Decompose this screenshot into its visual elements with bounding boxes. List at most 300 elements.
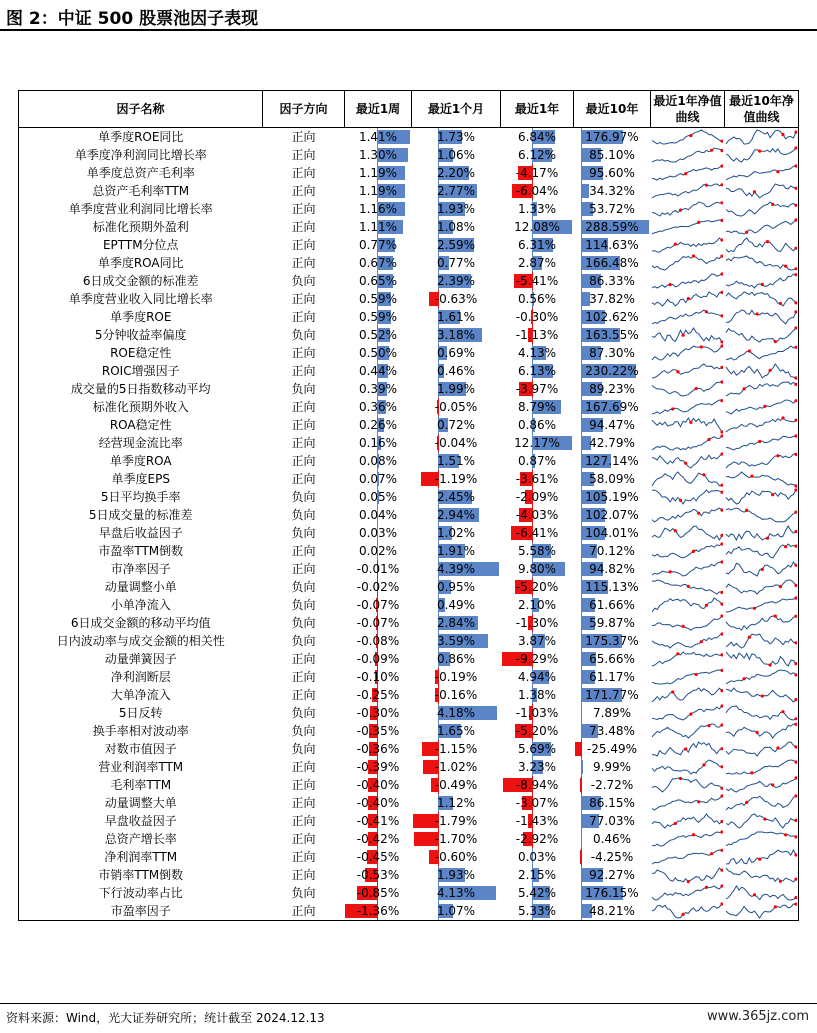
nav-max-marker [752, 190, 755, 193]
nav-curve-10y [725, 650, 799, 668]
return-1m-value: 2.77% [436, 184, 476, 198]
nav-max-marker [742, 677, 745, 680]
return-10y-cell [574, 758, 651, 776]
nav-max-marker [697, 800, 700, 803]
nav-max-marker [668, 283, 671, 286]
return-1m-value: -0.19% [434, 670, 478, 684]
nav-sparkline [725, 902, 797, 920]
nav-end-marker [794, 819, 797, 822]
nav-curve-line [652, 220, 722, 234]
return-10y-cell [574, 506, 651, 524]
return-1w-value: -0.42% [356, 832, 400, 846]
return-1w-value: 0.59% [358, 292, 398, 306]
return-10y-value: 34.32% [589, 184, 635, 198]
return-1w-value: -0.30% [356, 706, 400, 720]
return-10y-cell [574, 182, 651, 200]
factor-name: 对数市值因子 [19, 740, 263, 758]
table-row [19, 506, 799, 524]
return-1m-value: 1.51% [436, 454, 476, 468]
return-1m-cell [412, 200, 501, 218]
nav-curve-line [726, 328, 796, 342]
table-row [19, 848, 799, 866]
return-1w-value: -0.07% [356, 598, 400, 612]
nav-curve-10y [725, 416, 799, 434]
return-10y-cell [574, 848, 651, 866]
nav-sparkline [651, 452, 723, 470]
return-1m-value: 1.65% [436, 724, 476, 738]
return-1w-cell [345, 272, 412, 290]
nav-curve-line [726, 742, 796, 756]
nav-end-marker [794, 310, 797, 313]
nav-curve-line [726, 148, 796, 162]
return-1m-cell [412, 902, 501, 921]
nav-curve-1y [651, 614, 725, 632]
table-row [19, 128, 799, 147]
nav-curve-line [652, 814, 722, 828]
nav-end-marker [794, 596, 797, 599]
factor-performance-table [18, 90, 799, 921]
return-1y-value: 6.12% [517, 148, 557, 162]
return-1w-cell [345, 524, 412, 542]
nav-max-marker [691, 833, 694, 836]
nav-max-marker [678, 499, 681, 502]
return-1y-cell [501, 146, 574, 164]
return-1m-cell [412, 470, 501, 488]
nav-curve-line [652, 472, 722, 486]
nav-sparkline [725, 128, 797, 146]
factor-direction: 正向 [291, 184, 316, 198]
return-1w-cell [345, 668, 412, 686]
nav-curve-1y [651, 236, 725, 254]
nav-curve-line [726, 202, 796, 216]
nav-sparkline [725, 776, 797, 794]
factor-direction: 负向 [291, 328, 316, 342]
factor-name: 营业利润率TTM [19, 758, 263, 776]
nav-curve-1y [651, 596, 725, 614]
return-1y-cell [501, 164, 574, 182]
nav-curve-1y [651, 308, 725, 326]
return-1m-cell [412, 524, 501, 542]
nav-curve-1y [651, 704, 725, 722]
return-1y-cell [501, 794, 574, 812]
table-row [19, 488, 799, 506]
return-10y-value: 61.66% [589, 598, 635, 612]
return-10y-cell [574, 434, 651, 452]
return-1m-value: 0.69% [436, 346, 476, 360]
nav-curve-10y [725, 776, 799, 794]
return-10y-value: 166.48% [585, 256, 639, 270]
nav-curve-line [726, 166, 796, 180]
col-header-1w: 最近1周 [345, 91, 412, 128]
return-1w-cell [345, 398, 412, 416]
nav-sparkline [725, 308, 797, 326]
factor-direction: 正向 [291, 472, 316, 486]
nav-max-marker [704, 310, 707, 313]
factor-direction: 负向 [291, 580, 316, 594]
return-10y-cell [574, 866, 651, 884]
return-1w-value: -0.35% [356, 724, 400, 738]
return-1w-cell [345, 380, 412, 398]
return-1w-cell [345, 704, 412, 722]
factor-name: ROA稳定性 [19, 416, 263, 434]
return-1w-value: 0.08% [358, 454, 398, 468]
factor-direction: 正向 [263, 902, 345, 921]
return-1m-value: 4.13% [436, 886, 476, 900]
factor-direction: 负向 [291, 742, 316, 756]
return-10y-value: 48.21% [589, 904, 635, 918]
nav-curve-line [652, 202, 722, 216]
return-1y-cell [501, 362, 574, 380]
return-1y-cell [501, 236, 574, 254]
return-10y-value: 163.55% [585, 328, 639, 342]
return-1y-value: -4.17% [515, 166, 559, 180]
return-1m-cell [412, 164, 501, 182]
return-10y-value: 53.72% [589, 202, 635, 216]
nav-curve-line [652, 688, 722, 702]
return-10y-value: 37.82% [589, 292, 635, 306]
nav-max-marker [781, 710, 784, 713]
return-1y-value: 3.87% [517, 634, 557, 648]
nav-sparkline [651, 812, 723, 830]
factor-direction: 负向 [291, 508, 316, 522]
nav-curve-line [652, 544, 722, 558]
return-1m-cell [412, 326, 501, 344]
nav-max-marker [784, 833, 787, 836]
nav-sparkline [651, 236, 723, 254]
nav-curve-1y [651, 254, 725, 272]
nav-curve-line [726, 400, 796, 414]
table-row [19, 686, 799, 704]
nav-sparkline [651, 866, 723, 884]
factor-name: 市盈率因子 [19, 902, 263, 921]
nav-max-marker [778, 585, 781, 588]
nav-max-marker [763, 405, 766, 408]
nav-curve-line [652, 454, 722, 468]
return-1m-value: 3.18% [436, 328, 476, 342]
nav-max-marker [755, 312, 758, 315]
return-1w-value: -0.02% [356, 580, 400, 594]
col-header-factor-name: 因子名称 [19, 91, 263, 128]
return-1y-value: -6.04% [515, 184, 559, 198]
nav-max-marker [704, 886, 707, 889]
nav-curve-10y [725, 506, 799, 524]
return-1y-cell [501, 326, 574, 344]
return-1m-value: 2.94% [436, 508, 476, 522]
nav-max-marker [681, 913, 684, 916]
nav-sparkline [725, 740, 797, 758]
return-1y-value: 6.13% [517, 364, 557, 378]
table-row [19, 218, 799, 236]
factor-name: 经营现金流比率 [19, 434, 263, 452]
return-1m-cell [412, 596, 501, 614]
factor-name: 净利润率TTM [19, 848, 263, 866]
table-row [19, 884, 799, 902]
nav-max-marker [710, 852, 713, 855]
return-10y-cell [574, 488, 651, 506]
table-row [19, 416, 799, 434]
nav-curve-line [652, 616, 722, 630]
nav-curve-line [726, 490, 796, 504]
return-10y-cell [574, 164, 651, 182]
return-10y-cell [574, 614, 651, 632]
return-1m-value: 1.93% [436, 868, 476, 882]
nav-curve-10y [725, 326, 799, 344]
table-row [19, 866, 799, 884]
factor-direction: 正向 [291, 364, 316, 378]
return-1y-value: 6.31% [517, 238, 557, 252]
factor-name: 单季度净利润同比增长率 [19, 146, 263, 164]
return-10y-value: 95.60% [589, 166, 635, 180]
nav-sparkline [651, 488, 723, 506]
return-1m-cell [412, 686, 501, 704]
nav-sparkline [725, 236, 797, 254]
nav-sparkline [651, 506, 723, 524]
nav-curve-1y [651, 488, 725, 506]
table-row [19, 596, 799, 614]
return-1m-value: 4.18% [436, 706, 476, 720]
nav-sparkline [651, 434, 723, 452]
nav-max-marker [689, 421, 692, 424]
nav-sparkline [651, 884, 723, 902]
nav-max-marker [676, 652, 679, 655]
return-1m-value: -1.02% [434, 760, 478, 774]
nav-curve-line [726, 760, 796, 774]
nav-end-marker [720, 140, 723, 143]
return-10y-cell [574, 524, 651, 542]
return-1y-value: 5.58% [517, 544, 557, 558]
nav-curve-10y [725, 128, 799, 147]
nav-max-marker [745, 801, 748, 804]
return-1w-cell [345, 326, 412, 344]
return-1w-cell [345, 578, 412, 596]
return-1y-cell [501, 866, 574, 884]
return-10y-cell [574, 722, 651, 740]
nav-sparkline [651, 128, 723, 146]
factor-direction: 正向 [291, 688, 316, 702]
nav-curve-line [726, 706, 796, 720]
return-1y-cell [501, 524, 574, 542]
return-1y-cell [501, 758, 574, 776]
return-1m-cell [412, 866, 501, 884]
return-1y-value: 4.94% [517, 670, 557, 684]
footer-rule [0, 1003, 817, 1004]
return-10y-value: 176.97% [585, 130, 639, 144]
nav-end-marker [794, 453, 797, 456]
factor-name: 总资产毛利率TTM [19, 182, 263, 200]
nav-end-marker [794, 835, 797, 838]
nav-sparkline [651, 344, 723, 362]
return-10y-cell [574, 344, 651, 362]
return-1m-cell [412, 542, 501, 560]
return-10y-cell [574, 254, 651, 272]
return-10y-value: -4.25% [590, 850, 634, 864]
nav-curve-1y [651, 182, 725, 200]
nav-sparkline [651, 830, 723, 848]
factor-name: ROE稳定性 [19, 344, 263, 362]
nav-curve-line [652, 436, 722, 450]
return-1w-cell [345, 218, 412, 236]
nav-max-marker [699, 640, 702, 643]
return-1m-value: 0.46% [436, 364, 476, 378]
nav-max-marker [755, 731, 758, 734]
return-1w-value: 0.67% [358, 256, 398, 270]
return-1m-cell [412, 398, 501, 416]
nav-end-marker [794, 853, 797, 856]
return-1y-value: -3.97% [515, 382, 559, 396]
table-row [19, 812, 799, 830]
nav-curve-1y [651, 146, 725, 164]
return-1w-value: 0.36% [358, 400, 398, 414]
return-1y-value: 1.38% [517, 688, 557, 702]
nav-curve-1y [651, 218, 725, 236]
return-1w-cell [345, 614, 412, 632]
nav-curve-line [652, 274, 722, 288]
nav-curve-line [652, 490, 722, 504]
nav-curve-10y [725, 362, 799, 380]
table-row [19, 650, 799, 668]
nav-curve-line [726, 184, 796, 198]
return-1m-cell [412, 290, 501, 308]
title-rule [0, 29, 817, 31]
return-10y-cell [574, 470, 651, 488]
factor-name: 6日成交金额的移动平均值 [19, 614, 263, 632]
return-1w-cell [345, 434, 412, 452]
return-1y-cell [501, 434, 574, 452]
return-10y-cell [574, 668, 651, 686]
return-10y-value: 171.77% [585, 688, 639, 702]
nav-sparkline [725, 866, 797, 884]
return-10y-cell [574, 884, 651, 902]
return-1m-value: 2.84% [436, 616, 476, 630]
nav-curve-line [726, 418, 796, 432]
nav-curve-1y [651, 776, 725, 794]
factor-direction: 正向 [291, 310, 316, 324]
factor-direction: 正向 [291, 220, 316, 234]
return-10y-value: 7.89% [592, 706, 632, 720]
nav-max-marker [686, 880, 689, 883]
return-1m-cell [412, 758, 501, 776]
nav-curve-line [652, 652, 722, 666]
nav-max-marker [750, 475, 753, 478]
nav-max-marker [681, 625, 684, 628]
return-1y-value: 5.69% [517, 742, 557, 756]
return-1y-cell [501, 776, 574, 794]
return-1w-value: -0.53% [356, 868, 400, 882]
nav-curve-1y [651, 812, 725, 830]
return-1y-cell [501, 740, 574, 758]
factor-direction: 正向 [291, 760, 316, 774]
return-1y-value: -8.94% [515, 778, 559, 792]
return-1m-cell [412, 434, 501, 452]
return-1m-cell [412, 812, 501, 830]
nav-curve-line [726, 436, 796, 450]
return-10y-value: -2.72% [590, 778, 634, 792]
factor-name: 成交量的5日指数移动平均 [19, 380, 263, 398]
nav-sparkline [725, 470, 797, 488]
nav-sparkline [651, 740, 723, 758]
nav-max-marker [689, 134, 692, 137]
nav-end-marker [720, 183, 723, 186]
factor-direction: 正向 [291, 652, 316, 666]
return-1m-cell [412, 740, 501, 758]
return-1m-cell [412, 182, 501, 200]
factor-name: 市盈率TTM倒数 [19, 542, 263, 560]
return-1m-value: 1.12% [436, 796, 476, 810]
nav-curve-10y [725, 272, 799, 290]
return-1m-value: 1.06% [436, 148, 476, 162]
return-1m-value: -1.19% [434, 472, 478, 486]
nav-max-marker [752, 607, 755, 610]
return-1y-value: 8.79% [517, 400, 557, 414]
factor-direction: 负向 [291, 616, 316, 630]
nav-max-marker [686, 297, 689, 300]
nav-curve-line [726, 508, 796, 522]
return-10y-cell [574, 308, 651, 326]
return-10y-value: 89.23% [589, 382, 635, 396]
nav-max-marker [747, 349, 750, 352]
return-10y-cell [574, 902, 651, 921]
return-1m-cell [412, 560, 501, 578]
nav-curve-line [726, 256, 796, 270]
return-1w-cell [345, 182, 412, 200]
return-1w-value: -0.10% [356, 670, 400, 684]
nav-max-marker [689, 713, 692, 716]
return-10y-cell [574, 218, 651, 236]
return-1w-value: 0.59% [358, 310, 398, 324]
table-row [19, 542, 799, 560]
nav-curve-10y [725, 614, 799, 632]
factor-direction: 正向 [291, 562, 316, 576]
nav-curve-10y [725, 524, 799, 542]
return-1m-value: 0.72% [436, 418, 476, 432]
nav-curve-line [652, 760, 722, 774]
return-1w-value: -0.40% [356, 778, 400, 792]
return-1y-cell [501, 704, 574, 722]
return-1y-cell [501, 578, 574, 596]
table-row [19, 362, 799, 380]
return-1w-cell [345, 884, 412, 902]
nav-curve-1y [651, 326, 725, 344]
nav-curve-10y [725, 470, 799, 488]
return-10y-cell [574, 290, 651, 308]
nav-max-marker [763, 818, 766, 821]
nav-sparkline [651, 164, 723, 182]
nav-curve-line [652, 634, 722, 648]
nav-max-marker [773, 340, 776, 343]
return-10y-cell [574, 146, 651, 164]
nav-max-marker [768, 663, 771, 666]
return-1y-value: -5.20% [515, 580, 559, 594]
nav-sparkline [725, 182, 797, 200]
nav-sparkline [651, 182, 723, 200]
nav-curve-line [652, 382, 722, 396]
return-1w-value: -0.36% [356, 742, 400, 756]
nav-end-marker [720, 669, 723, 672]
nav-max-marker [684, 747, 687, 750]
table-row [19, 560, 799, 578]
return-1w-cell [345, 776, 412, 794]
return-1m-cell [412, 380, 501, 398]
return-1m-value: 1.07% [436, 904, 476, 918]
factor-name: 5日平均换手率 [19, 488, 263, 506]
return-10y-cell [574, 416, 651, 434]
nav-end-marker [720, 534, 723, 537]
return-1y-value: -1.30% [515, 616, 559, 630]
return-1m-value: -0.63% [434, 292, 478, 306]
nav-max-marker [747, 636, 750, 639]
return-10y-cell [574, 128, 651, 147]
nav-max-marker [678, 777, 681, 780]
